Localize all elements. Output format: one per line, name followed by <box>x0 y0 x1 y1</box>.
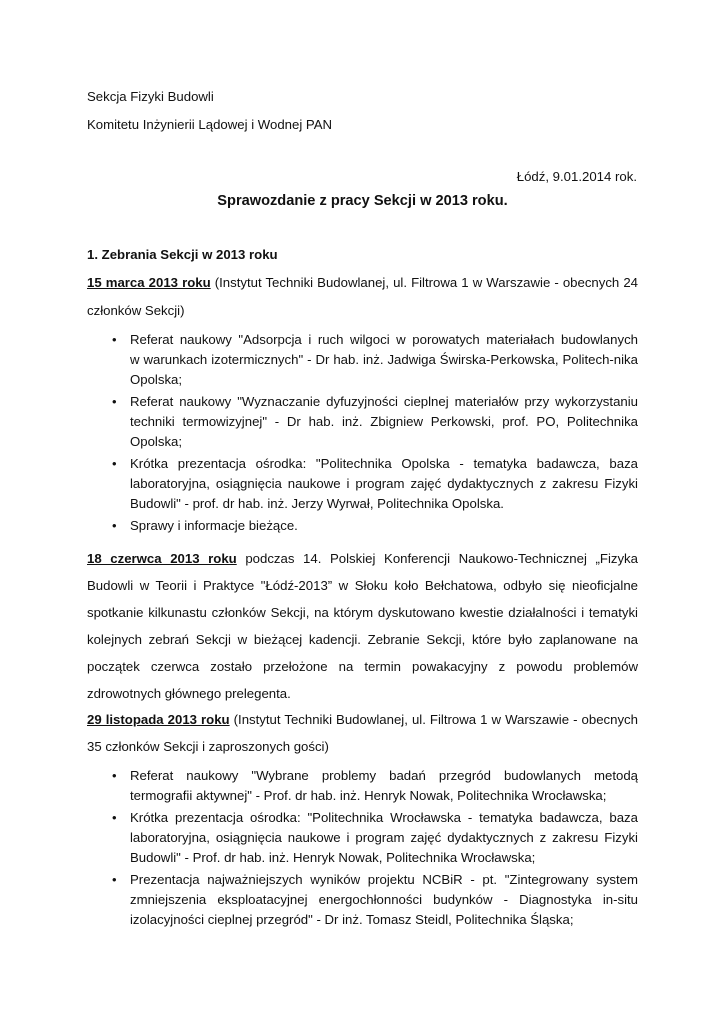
list-item-line: zmniejszenia eksploatacyjnej energochłonności budynków - Diagnostyka in-situ <box>130 892 638 907</box>
paragraph-line: spotkanie kilkunastu członków Sekcji, na którym dyskutowano kwestie działalności i tematyki <box>87 605 638 620</box>
meeting1-line1 <box>87 275 638 290</box>
org-line-2: Komitetu Inżynierii Lądowej i Wodnej PAN <box>87 117 333 132</box>
page-title: Sprawozdanie z pracy Sekcji w 2013 roku. <box>217 193 508 209</box>
section-heading: 1. Zebrania Sekcji w 2013 roku <box>87 247 278 262</box>
list-item-line: Referat naukowy "Adsorpcja i ruch wilgoci w porowatych materiałach budowlanych <box>130 332 638 347</box>
list-item-line: Opolska; <box>130 434 183 449</box>
meeting2-intro: podczas 14. Polskiej Konferencji Naukowo-Technicznej „Fizyka <box>236 551 638 566</box>
bullet-icon: • <box>112 872 117 887</box>
bullet-icon: • <box>112 518 117 533</box>
paragraph-line: kolejnych zebrań Sekcji w bieżącej kadencji. Zebranie Sekcji, które było zaplanowane na <box>87 632 638 647</box>
list-item-line: izolacyjności cieplnej przegród" - Dr inż. Tomasz Steidl, Politechnika Śląska; <box>130 912 574 927</box>
list-item-line: laboratoryjna, osiągnięcia naukowe i program zajęć dydaktycznych z zakresu Fizyki <box>130 476 638 491</box>
list-item-line: Prezentacja najważniejszych wyników projektu NCBiR - pt. "Zintegrowany system <box>130 872 638 887</box>
list-item-line: Budowli" - prof. dr hab. inż. Jerzy Wyrwał, Politechnika Opolska. <box>130 496 504 511</box>
bullet-icon: • <box>112 394 117 409</box>
bullet-icon: • <box>112 456 117 471</box>
list-item-line: w warunkach izotermicznych" - Dr hab. inż. Jadwiga Świrska-Perkowska, Politech-nika <box>130 352 638 367</box>
meeting1-date: 15 marca 2013 roku <box>87 275 211 290</box>
paragraph-line: zdrowotnych głównego prelegenta. <box>87 686 291 701</box>
list-item-line: Krótka prezentacja ośrodka: "Politechnika Wrocławska - tematyka badawcza, baza <box>130 810 638 825</box>
bullet-icon: • <box>112 768 117 783</box>
meeting2-line1 <box>87 551 638 566</box>
meeting3-line1 <box>87 712 638 727</box>
list-item-line: Krótka prezentacja ośrodka: "Politechnika Opolska - tematyka badawcza, baza <box>130 456 638 471</box>
bullet-icon: • <box>112 810 117 825</box>
org-line-1: Sekcja Fizyki Budowli <box>87 89 214 104</box>
list-item-line: laboratoryjna, osiągnięcia naukowe i program zajęć dydaktycznych z zakresu Fizyki <box>130 830 638 845</box>
meeting1-line2: członków Sekcji) <box>87 303 185 318</box>
list-item-line: Budowli" - Prof. dr hab. inż. Henryk Nowak, Politechnika Wrocławska; <box>130 850 536 865</box>
paragraph-line: początek czerwca zostało przełożone na termin powakacyjny z powodu problemów <box>87 659 638 674</box>
list-item-line: termografii aktywnej" - Prof. dr hab. inż. Henryk Nowak, Politechnika Wrocławska; <box>130 788 607 803</box>
list-item-line: Referat naukowy "Wybrane problemy badań przegród budowlanych metodą <box>130 768 638 783</box>
list-item-line: Referat naukowy "Wyznaczanie dyfuzyjności cieplnej materiałów przy wykorzystaniu <box>130 394 638 409</box>
list-item-line: techniki termowizyjnej" - Dr hab. inż. Zbigniew Perkowski, prof. PO, Politechnika <box>130 414 638 429</box>
document-date: Łódź, 9.01.2014 rok. <box>516 169 637 184</box>
meeting3-date: 29 listopada 2013 roku <box>87 712 230 727</box>
list-item-line: Sprawy i informacje bieżące. <box>130 518 298 533</box>
meeting2-date: 18 czerwca 2013 roku <box>87 551 237 566</box>
meeting3-line2: 35 członków Sekcji i zaproszonych gości) <box>87 739 329 754</box>
meeting1-intro: (Instytut Techniki Budowlanej, ul. Filtrowa 1 w Warszawie - obecnych 24 <box>210 275 639 290</box>
meeting3-intro: (Instytut Techniki Budowlanej, ul. Filtrowa 1 w Warszawie - obecnych <box>229 712 638 727</box>
paragraph-line: Budowli w Teorii i Praktyce "Łódź-2013” w Słoku koło Bełchatowa, odbyło się nieoficjalne <box>87 578 638 593</box>
bullet-icon: • <box>112 332 117 347</box>
list-item-line: Opolska; <box>130 372 183 387</box>
